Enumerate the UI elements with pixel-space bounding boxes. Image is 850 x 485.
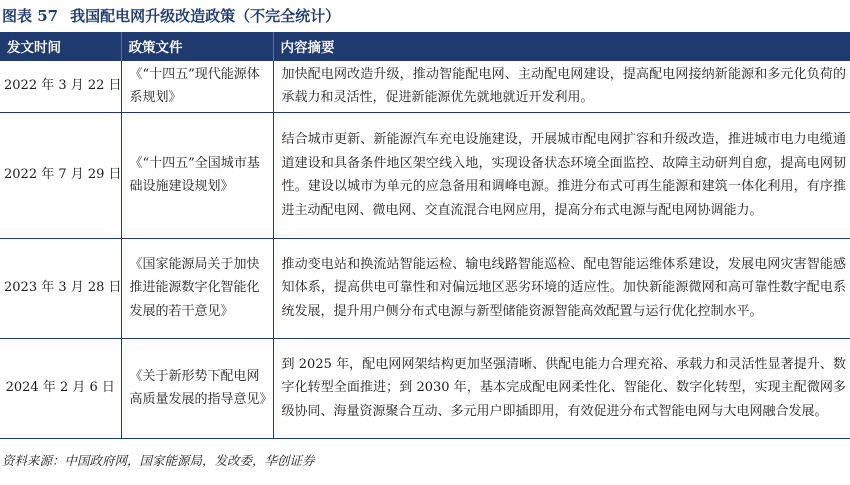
row-date: 2022 年 3 月 22 日 bbox=[0, 60, 121, 112]
row-summary: 到 2025 年，配电网网架结构更加坚强清晰、供配电能力合理充裕、承载力和灵活性显著提升、数字化转型全面推进；到 2030 年，基本完成配电网柔性化、智能化、数字化转型，实现主配微网多级协同、海量资源聚合互动、多元用户即插即用，有效促进分布式智能电网与大电网融合发展。 bbox=[273, 338, 850, 438]
row-date: 2023 年 3 月 28 日 bbox=[0, 238, 121, 338]
table-header-row bbox=[0, 32, 850, 60]
figure-label: 图表 57 bbox=[2, 7, 59, 25]
row-summary: 加快配电网改造升级，推动智能配电网、主动配电网建设，提高配电网接纳新能源和多元化负荷的承载力和灵活性，促进新能源优先就地就近开发利用。 bbox=[273, 60, 850, 112]
row-policy: 《国家能源局关于加快推进能源数字化智能化发展的若干意见》 bbox=[121, 238, 273, 338]
table-row bbox=[0, 112, 850, 238]
header-summary: 内容摘要 bbox=[280, 39, 335, 56]
row-policy: 《“十四五”现代能源体系规划》 bbox=[121, 60, 273, 112]
row-summary: 结合城市更新、新能源汽车充电设施建设，开展城市配电网扩容和升级改造，推进城市电力电缆通道建设和具备条件地区架空线入地，实现设备状态环境全面监控、故障主动研判自愈，提高电网韧性。建设以城市为单元的应急备用和调峰电源。推进分布式可再生能源和建筑一体化利用，有序推进主动配电网、微电网、交直流混合电网应用，提高分布式电源与配电网协调能力。 bbox=[273, 112, 850, 238]
row-summary: 推动变电站和换流站智能运检、输电线路智能巡检、配电智能运维体系建设，发展电网灾害智能感知体系，提高供电可靠性和对偏远地区恶劣环境的适应性。加快新能源微网和高可靠性数字配电系统发展，提升用户侧分布式电源与新型储能资源智能高效配置与运行优化控制水平。 bbox=[273, 238, 850, 338]
figure-title-text: 我国配电网升级改造政策（不完全统计） bbox=[70, 7, 341, 25]
row-policy: 《“十四五”全国城市基础设施建设规划》 bbox=[121, 112, 273, 238]
header-date: 发文时间 bbox=[0, 32, 121, 60]
header-policy: 政策文件 bbox=[121, 32, 273, 60]
table-row bbox=[0, 238, 850, 338]
source-note: 资料来源：中国政府网，国家能源局，发改委，华创证券 bbox=[2, 453, 315, 468]
row-date: 2024 年 2 月 6 日 bbox=[0, 338, 121, 438]
row-date: 2022 年 7 月 29 日 bbox=[0, 112, 121, 238]
table-row bbox=[0, 338, 850, 438]
table-row bbox=[0, 60, 850, 112]
row-policy: 《关于新形势下配电网高质量发展的指导意见》 bbox=[121, 338, 273, 438]
figure-title bbox=[2, 4, 340, 28]
policy-table bbox=[0, 32, 850, 439]
